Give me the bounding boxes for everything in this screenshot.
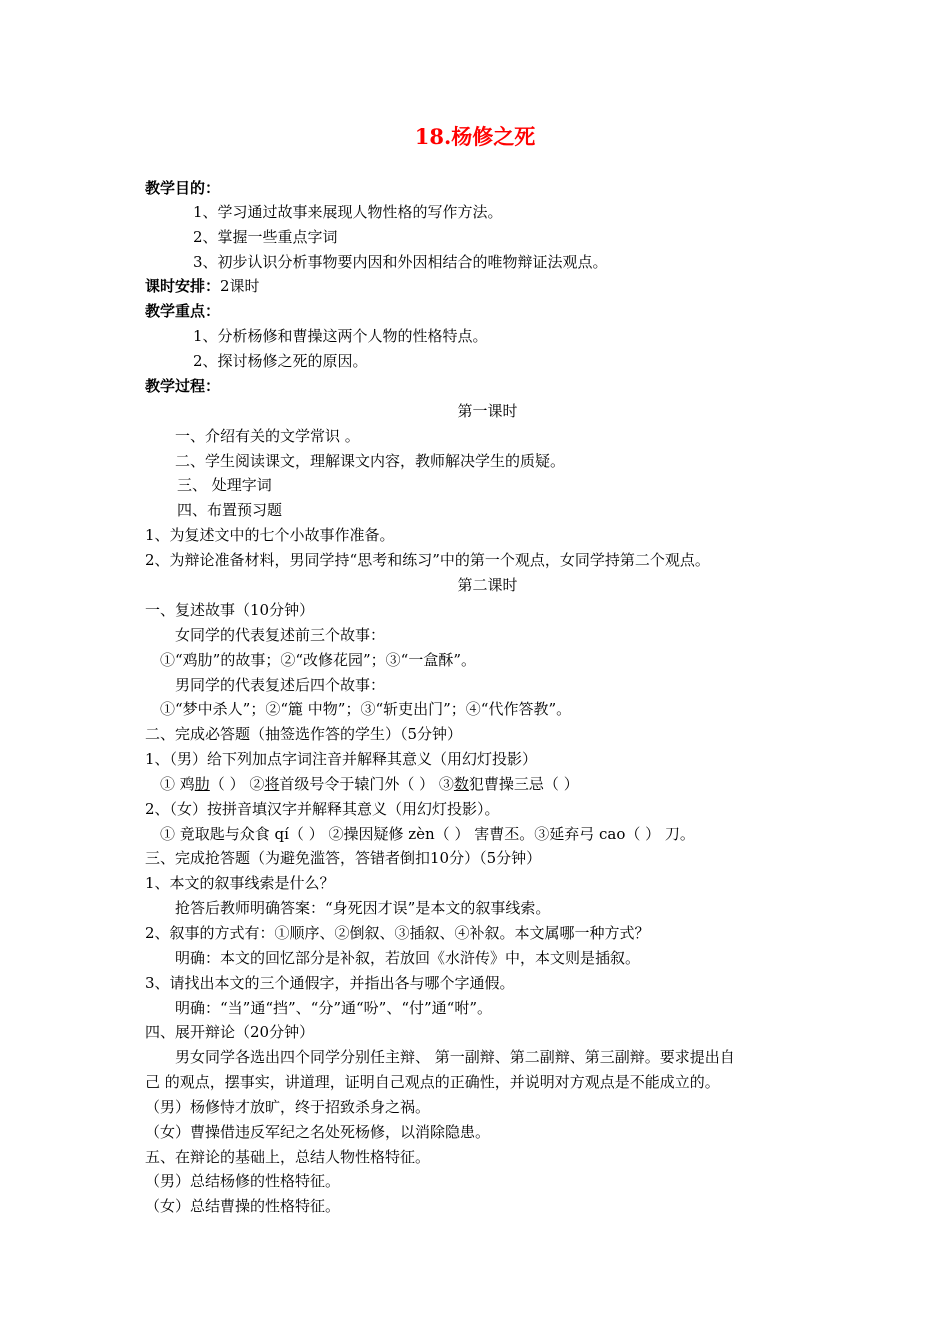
quick-answer-1: 抢答后教师明确答案：“身死因才误”是本文的叙事线索。 bbox=[175, 899, 551, 917]
required-question-1: 1、（男）给下列加点字词注音并解释其意义（用幻灯投影） bbox=[145, 750, 538, 768]
required-question-2-items: ① 竟取匙与众食 qí（ ） ②操因疑修 zèn（ ） 害曹丕。③延弃弓 cao（ ） 刀。 bbox=[160, 825, 695, 843]
schedule-line bbox=[145, 275, 260, 297]
section-second-lesson: 第二课时 bbox=[457, 576, 518, 594]
debate-boys-view: （男）杨修恃才放旷，终于招致杀身之祸。 bbox=[145, 1098, 431, 1116]
quick-question-2: 2、叙事的方式有：①顺序、②倒叙、③插叙、④补叙。本文属哪一种方式？ bbox=[145, 924, 650, 942]
quick-question-3: 3、请找出本文的三个通假字，并指出各与哪个字通假。 bbox=[145, 974, 515, 992]
q1-text-a: ① 鸡 bbox=[160, 775, 195, 793]
q1-underlined-b: 将 bbox=[264, 775, 280, 793]
schedule-value: 2课时 bbox=[220, 277, 260, 295]
debate-instructions-2: 己 的观点，摆事实，讲道理，证明自己观点的正确性，并说明对方观点是不能成立的。 bbox=[145, 1073, 720, 1091]
required-question-1-items bbox=[160, 773, 579, 795]
goal-item-3: 3、初步认识分析事物要内因和外因相结合的唯物辩证法观点。 bbox=[193, 253, 608, 271]
lesson1-step-2: 二、学生阅读课文，理解课文内容，教师解决学生的质疑。 bbox=[175, 452, 566, 470]
lesson1-step-4: 四、布置预习题 bbox=[177, 501, 283, 519]
summary-girls: （女）总结曹操的性格特征。 bbox=[145, 1197, 341, 1215]
lesson2-step-4: 四、展开辩论（20分钟） bbox=[145, 1023, 315, 1041]
goal-item-1: 1、学习通过故事来展现人物性格的写作方法。 bbox=[193, 203, 503, 221]
lesson2-step-3: 三、完成抢答题（为避免滥答，答错者倒扣10分）（5分钟） bbox=[145, 849, 542, 867]
lesson2-step-5: 五、在辩论的基础上，总结人物性格特征。 bbox=[145, 1148, 431, 1166]
schedule-label: 课时安排： bbox=[145, 277, 221, 295]
key-point-1: 1、分析杨修和曹操这两个人物的性格特点。 bbox=[193, 327, 488, 345]
lesson2-step-1: 一、复述故事（10分钟） bbox=[145, 601, 315, 619]
page-title: 18.杨修之死 bbox=[414, 124, 536, 149]
lesson1-step-1: 一、介绍有关的文学常识 。 bbox=[175, 427, 360, 445]
boys-retell-stories: ①“梦中杀人”；②“簏 中物”；③“斩吏出门”；④“代作答教”。 bbox=[160, 700, 572, 718]
girls-retell-stories: ①“鸡肋”的故事；②“改修花园”；③“一盒酥”。 bbox=[160, 651, 477, 669]
section-first-lesson: 第一课时 bbox=[457, 402, 518, 420]
preview-item-1: 1、为复述文中的七个小故事作准备。 bbox=[145, 526, 395, 544]
key-point-2: 2、探讨杨修之死的原因。 bbox=[193, 352, 368, 370]
goal-item-2: 2、掌握一些重点字词 bbox=[193, 228, 338, 246]
quick-answer-2: 明确：本文的回忆部分是补叙，若放回《水浒传》中，本文则是插叙。 bbox=[175, 949, 641, 967]
q1-text-b: （ ） ② bbox=[209, 775, 265, 793]
debate-girls-view: （女）曹操借违反军纪之名处死杨修，以消除隐患。 bbox=[145, 1123, 491, 1141]
girls-retell-intro: 女同学的代表复述前三个故事： bbox=[175, 626, 386, 644]
lesson2-step-2: 二、完成必答题（抽签选作答的学生）（5分钟） bbox=[145, 725, 463, 743]
quick-answer-3: 明确：“当”通“挡”、“分”通“吩”、“付”通“咐”。 bbox=[175, 999, 493, 1017]
heading-key-points: 教学重点： bbox=[145, 302, 221, 320]
q1-underlined-a: 肋 bbox=[194, 775, 210, 793]
q1-text-c: 首级号令于辕门外（ ） ③ bbox=[279, 775, 454, 793]
quick-question-1: 1、本文的叙事线索是什么？ bbox=[145, 874, 335, 892]
required-question-2: 2、（女）按拼音填汉字并解释其意义（用幻灯投影）。 bbox=[145, 800, 500, 818]
heading-process: 教学过程： bbox=[145, 377, 221, 395]
q1-text-d: 犯曹操三忌（ ） bbox=[468, 775, 579, 793]
summary-boys: （男）总结杨修的性格特征。 bbox=[145, 1172, 341, 1190]
debate-instructions-1: 男女同学各选出四个同学分别任主辩、 第一副辩、第二副辩、第三副辩。要求提出自 bbox=[175, 1048, 735, 1066]
lesson1-step-3: 三、 处理字词 bbox=[177, 476, 272, 494]
boys-retell-intro: 男同学的代表复述后四个故事： bbox=[175, 676, 386, 694]
heading-teaching-goals: 教学目的： bbox=[145, 179, 221, 197]
q1-underlined-c: 数 bbox=[453, 775, 469, 793]
preview-item-2: 2、为辩论准备材料，男同学持“思考和练习”中的第一个观点，女同学持第二个观点。 bbox=[145, 551, 710, 569]
